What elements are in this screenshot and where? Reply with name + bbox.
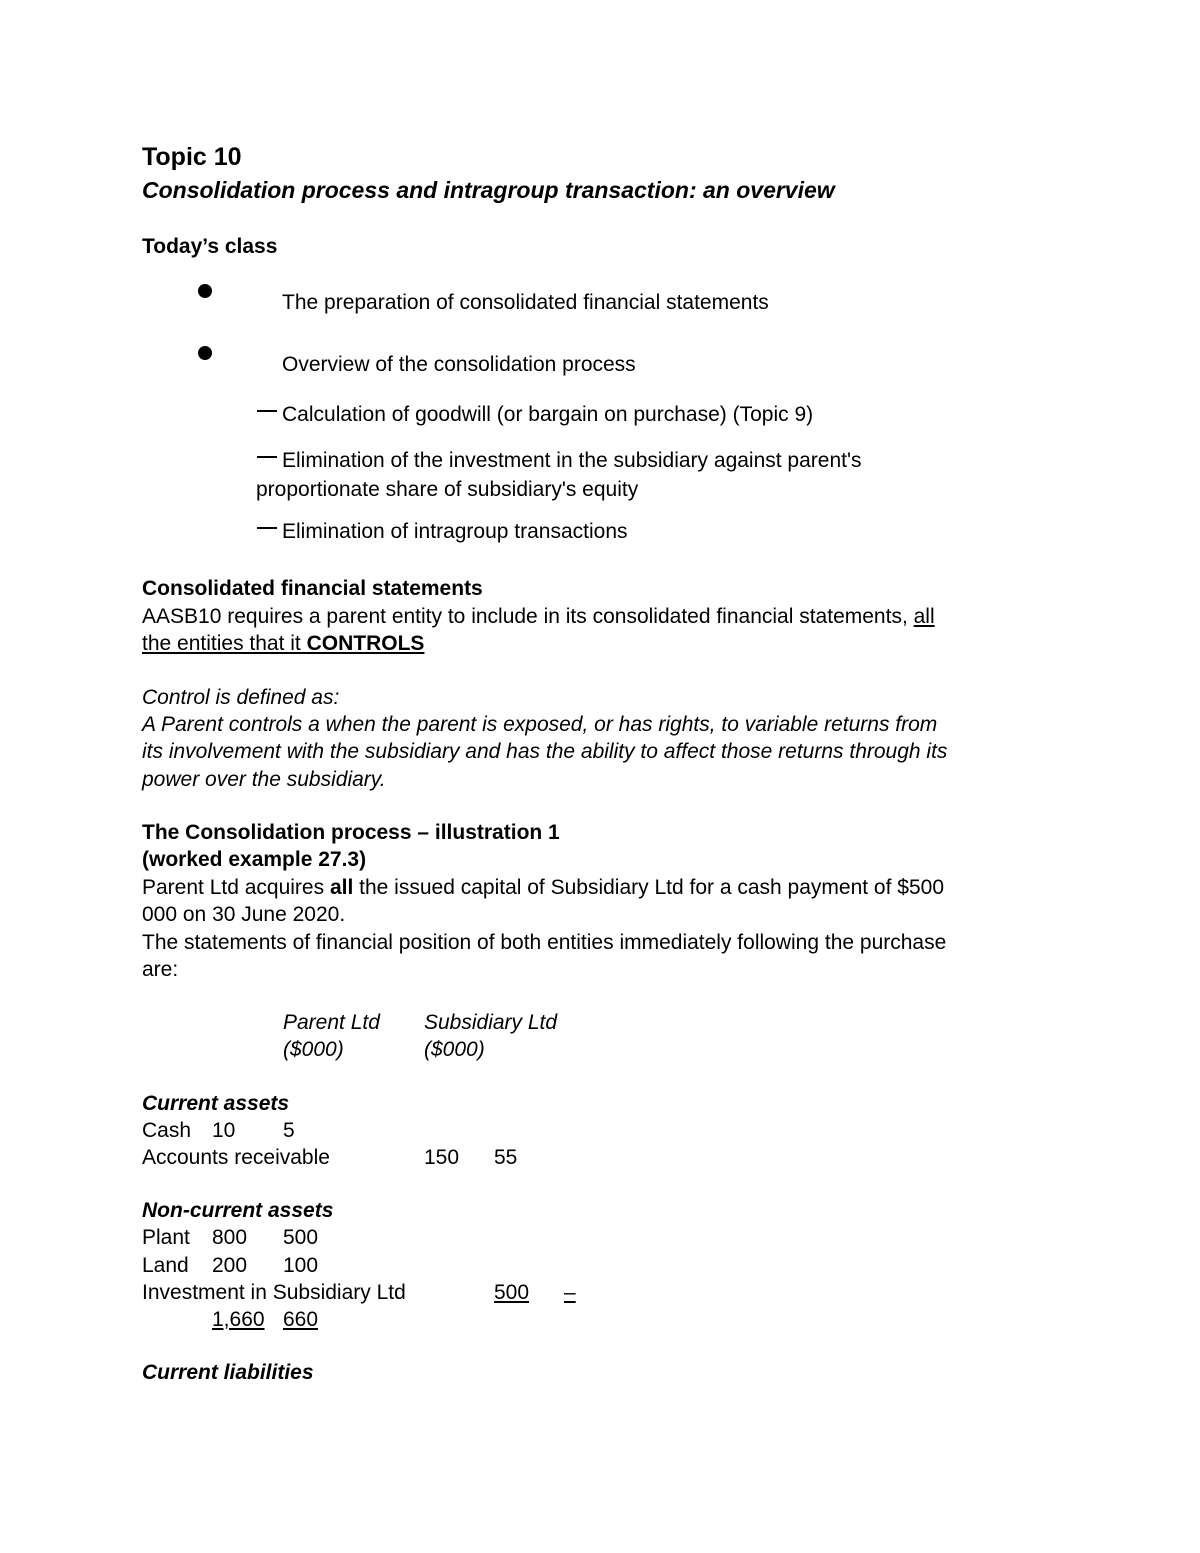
plant-parent-value: 800 bbox=[212, 1226, 248, 1249]
topic-subtitle: Consolidation process and intragroup transaction: an overview bbox=[142, 177, 835, 203]
bullet-dot-icon bbox=[198, 284, 212, 298]
total-parent-value: 1,660 bbox=[212, 1308, 265, 1331]
topic-title: Topic 10 bbox=[142, 143, 242, 171]
consolidated-text-part: AASB10 requires a parent entity to include in its consolidated financial statements, bbox=[142, 605, 914, 628]
bullet-dot-icon bbox=[198, 346, 212, 360]
column-header-parent: Parent Ltd bbox=[283, 1011, 380, 1034]
consolidated-text-line bbox=[142, 605, 935, 629]
row-label-plant: Plant bbox=[142, 1226, 190, 1249]
land-parent-value: 200 bbox=[212, 1254, 248, 1277]
todays-class-heading: Today’s class bbox=[142, 235, 278, 258]
control-definition-line: power over the subsidiary. bbox=[142, 768, 386, 791]
underlined-text: the entities that it bbox=[142, 632, 307, 655]
illustration-subheading: (worked example 27.3) bbox=[142, 848, 367, 871]
total-subsidiary-value: 660 bbox=[283, 1308, 319, 1331]
sub-item: Elimination of the investment in the subsidiary against parent's bbox=[282, 449, 862, 472]
illustration-text-line: are: bbox=[142, 958, 179, 981]
row-label-investment: Investment in Subsidiary Ltd bbox=[142, 1281, 406, 1304]
cash-parent-value: 10 bbox=[212, 1119, 236, 1142]
land-subsidiary-value: 100 bbox=[283, 1254, 319, 1277]
plant-subsidiary-value: 500 bbox=[283, 1226, 319, 1249]
column-unit-subsidiary: ($000) bbox=[424, 1038, 485, 1061]
consolidated-text-line bbox=[142, 632, 424, 656]
illustration-text-line: The statements of financial position of both entities immediately following the purchase bbox=[142, 931, 947, 954]
dash-icon bbox=[257, 410, 277, 412]
column-unit-parent: ($000) bbox=[283, 1038, 344, 1061]
current-liabilities-heading: Current liabilities bbox=[142, 1361, 314, 1384]
illustration-text-line bbox=[142, 876, 944, 900]
control-definition-line: A Parent controls a when the parent is exposed, or has rights, to variable returns from bbox=[142, 713, 938, 736]
illustration-text-line: 000 on 30 June 2020. bbox=[142, 903, 346, 926]
current-assets-heading: Current assets bbox=[142, 1092, 290, 1115]
row-label-cash: Cash bbox=[142, 1119, 192, 1142]
control-definition-line: its involvement with the subsidiary and has the ability to affect those returns through its bbox=[142, 740, 948, 763]
illustration-text-part: Parent Ltd acquires bbox=[142, 876, 330, 899]
noncurrent-assets-heading: Non-current assets bbox=[142, 1199, 334, 1222]
cash-subsidiary-value: 5 bbox=[283, 1119, 295, 1142]
receivable-parent-value: 150 bbox=[424, 1146, 460, 1169]
investment-subsidiary-value: – bbox=[564, 1281, 576, 1304]
consolidated-heading: Consolidated financial statements bbox=[142, 577, 483, 600]
all-emphasis: all bbox=[329, 876, 354, 899]
illustration-text-part: the issued capital of Subsidiary Ltd for a cash payment of $500 bbox=[353, 876, 944, 899]
illustration-heading: The Consolidation process – illustration 1 bbox=[142, 821, 560, 844]
controls-emphasis: CONTROLS bbox=[306, 632, 425, 655]
receivable-subsidiary-value: 55 bbox=[494, 1146, 518, 1169]
bullet-item: Overview of the consolidation process bbox=[282, 353, 636, 376]
row-label-receivable: Accounts receivable bbox=[142, 1146, 330, 1169]
row-label-land: Land bbox=[142, 1254, 189, 1277]
bullet-item: The preparation of consolidated financial statements bbox=[282, 291, 769, 314]
dash-icon bbox=[257, 527, 277, 529]
dash-icon bbox=[257, 456, 277, 458]
column-header-subsidiary: Subsidiary Ltd bbox=[424, 1011, 558, 1034]
sub-item: Elimination of intragroup transactions bbox=[282, 520, 628, 543]
control-label: Control is defined as: bbox=[142, 686, 340, 709]
sub-item-continuation: proportionate share of subsidiary's equity bbox=[256, 478, 639, 501]
sub-item: Calculation of goodwill (or bargain on purchase) (Topic 9) bbox=[282, 403, 814, 426]
underlined-all: all bbox=[913, 605, 935, 628]
investment-parent-value: 500 bbox=[494, 1281, 530, 1304]
